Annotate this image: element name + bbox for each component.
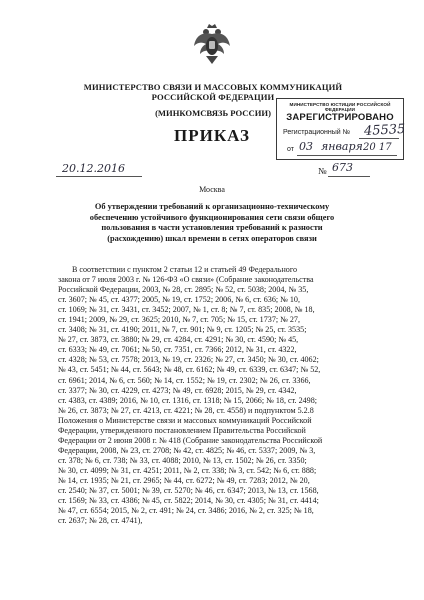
body-line: № 26, ст. 3873; № 27, ст. 4213, ст. 4221; № 28, ст. 4558) и подпунктом 5.2.8 — [58, 405, 314, 415]
body-line: Федерации, утвержденного постановлением Правительства Российской — [58, 425, 306, 435]
coat-of-arms-icon — [192, 22, 232, 66]
ministry-abbreviation: (МИНКОМСВЯЗЬ РОССИИ) — [155, 108, 271, 118]
subject-line: пользования в части установления требований к разности — [101, 223, 323, 232]
order-date-underline — [56, 176, 142, 177]
stamp-month: января — [321, 140, 363, 153]
body-line: ст. 3377; № 30, ст. 4229, ст. 4273; № 49, ст. 6928; 2015, № 29, ст. 4342, — [58, 385, 297, 395]
order-date: 20.12.2016 — [62, 162, 125, 175]
body-line: № 47, ст. 6554; 2015, № 2, ст. 491; № 24, ст. 3486; 2016, № 2, ст. 325; № 18, — [58, 506, 314, 516]
body-line: № 43, ст. 5451; № 44, ст. 5643; № 48, ст. 6162; № 49, ст. 6339, ст. 6347; № 52, — [58, 365, 321, 375]
body-line: ст. 6333; № 49, ст. 7061; № 50, ст. 7351, ст. 7366; 2012, № 31, ст. 4322, — [58, 345, 297, 355]
order-number-sign: № — [318, 166, 327, 176]
stamp-date-underline — [297, 155, 397, 156]
body-line: № 27, ст. 3873, ст. 3880; № 29, ст. 4284, ст. 4291; № 30, ст. 4590; № 45, — [58, 335, 299, 345]
order-number: 673 — [332, 161, 353, 174]
order-body — [58, 265, 376, 526]
body-line: ст. 1569; № 33, ст. 4386; № 45, ст. 5822; 2014, № 30, ст. 4305; № 31, ст. 4414; — [58, 496, 319, 506]
body-line: закона от 7 июля 2003 г. № 126-ФЗ «О связи» (Собрание законодательства — [58, 275, 314, 285]
body-line: Федерации, 2008, № 23, ст. 2708; № 42, ст. 4825; № 46, ст. 5337; 2009, № 3, — [58, 445, 316, 455]
stamp-authority: МИНИСТЕРСТВО ЮСТИЦИИ РОССИЙСКОЙ ФЕДЕРАЦИИ — [289, 102, 391, 112]
ministry-name-line-1: МИНИСТЕРСТВО СВЯЗИ И МАССОВЫХ КОММУНИКАЦИЙ — [83, 82, 343, 92]
body-line: ст. 3607; № 45, ст. 4377; 2005, № 19, ст. 1752; 2006, № 6, ст. 636; № 10, — [58, 295, 301, 305]
stamp-from-label: от — [287, 146, 294, 153]
subject-line: Об утверждении требований к организационно-техническому — [94, 202, 330, 211]
order-subject — [60, 202, 364, 244]
document-title: ПРИКАЗ — [174, 126, 250, 145]
subject-line: (расхождению) шкал времени в сетях операторов связи — [107, 233, 317, 243]
stamp-reg-underline — [359, 138, 399, 139]
stamp-year: 20 17 — [363, 142, 392, 153]
body-line: ст. 4383, ст. 4389; 2016, № 10, ст. 1316, ст. 1318; № 15, 2066; № 18, ст. 2498; — [58, 395, 318, 405]
stamp-status: ЗАРЕГИСТРИРОВАНО — [286, 112, 394, 123]
stamp-reg-number: 45535 — [363, 121, 406, 140]
subject-line: обеспечению устойчивого функционирования сети связи общего — [89, 212, 335, 222]
order-number-underline — [328, 176, 370, 177]
body-line: ст. 378; № 6, ст. 738; № 33, ст. 4088; 2010, № 13, ст. 1502; № 26, ст. 3350; — [58, 455, 307, 465]
body-line: Федерации от 2 июня 2008 г. № 418 (Собрание законодательства Российской — [58, 435, 323, 445]
registration-stamp — [276, 98, 404, 160]
body-line: № 14, ст. 1935; № 21, ст. 2965; № 44, ст. 6272; № 49, ст. 7283; 2012, № 20, — [58, 475, 310, 485]
body-line: ст. 2540; № 37, ст. 5001; № 39, ст. 5270; № 46, ст. 6347; 2013, № 13, ст. 1568, — [58, 486, 319, 496]
stamp-reg-label: Регистрационный № — [283, 129, 351, 136]
ministry-name-line-2: РОССИЙСКОЙ ФЕДЕРАЦИИ — [151, 92, 275, 102]
order-city: Москва — [199, 185, 225, 194]
body-line: № 30, ст. 4099; № 31, ст. 4251; 2011, № 2, ст. 338; № 3, ст. 542; № 6, ст. 888; — [58, 465, 317, 475]
body-line: ст. 4328; № 53, ст. 7578; 2013, № 19, ст. 2326; № 27, ст. 3450; № 30, ст. 4062; — [58, 355, 319, 365]
body-line: Российской Федерации, 2003, № 28, ст. 2895; № 52, ст. 5038; 2004, № 35, — [58, 285, 309, 295]
body-line: ст. 6961; 2014, № 6, ст. 560; № 14, ст. 1552; № 19, ст. 2302; № 26, ст. 3366, — [58, 375, 311, 385]
stamp-day: 03 — [299, 140, 313, 153]
body-line: ст. 3408; № 31, ст. 4190; 2011, № 7, ст. 901; № 9, ст. 1205; № 25, ст. 3535; — [58, 325, 307, 335]
body-line: ст. 1069; № 31, ст. 3431, ст. 3452; 2007, № 1, ст. 8; № 7, ст. 835; 2008, № 18, — [58, 305, 315, 315]
body-line: ст. 1941; 2009, № 29, ст. 3625; 2010, № 7, ст. 705; № 15, ст. 1737; № 27, — [58, 315, 301, 325]
body-line: Положения о Министерстве связи и массовых коммуникаций Российской — [58, 415, 312, 425]
body-line: В соответствии с пунктом 2 статьи 12 и статьей 49 Федерального — [72, 265, 298, 274]
body-line: ст. 2637; № 28, ст. 4741), — [58, 516, 143, 526]
